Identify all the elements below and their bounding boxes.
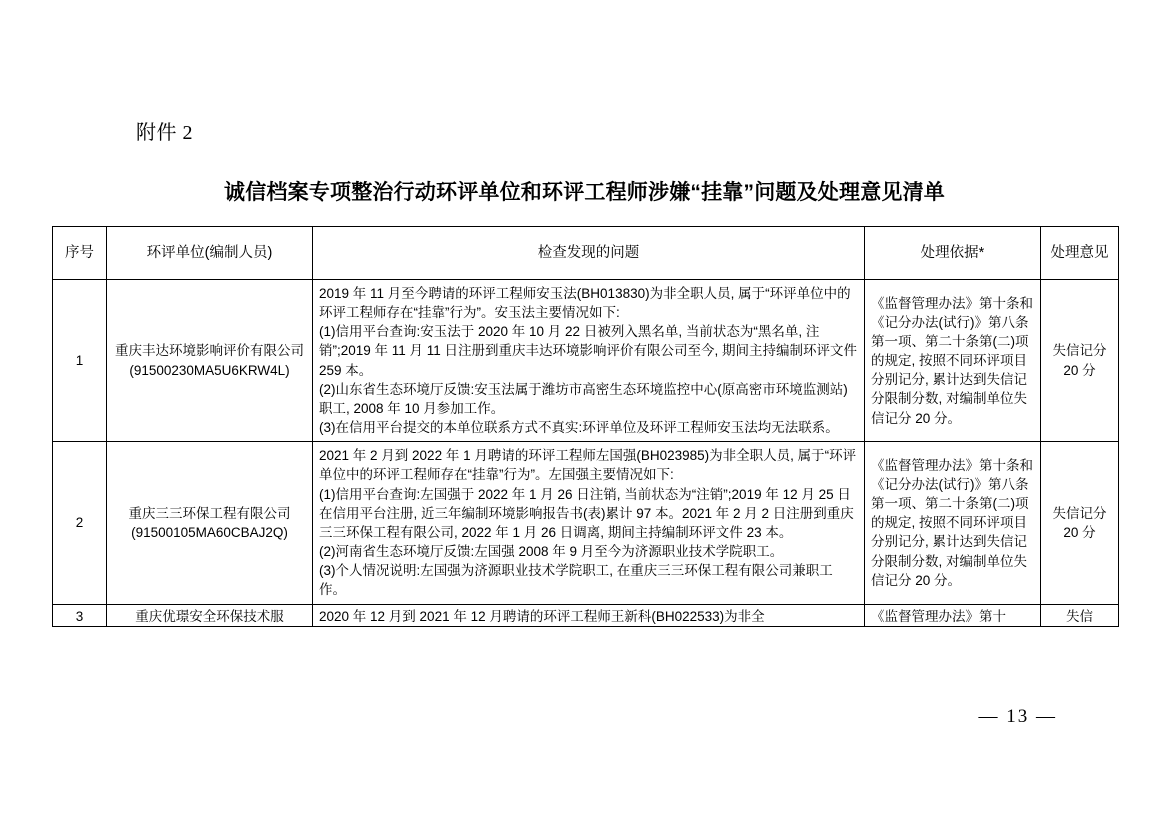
header-problem: 检查发现的问题: [313, 227, 865, 280]
unit-name: 重庆三三环保工程有限公司: [128, 505, 291, 521]
cell-basis: 《监督管理办法》第十: [865, 604, 1041, 626]
unit-code: (91500105MA60CBAJ2Q): [131, 524, 288, 540]
cell-basis: 《监督管理办法》第十条和《记分办法(试行)》第八条第一项、第二十条第(二)项的规定, 按照不同环评项目分别记分, 累计达到失信记分限制分数, 对编制单位失信记分 20 分。: [865, 280, 1041, 442]
cell-opinion: 失信记分 20 分: [1041, 280, 1119, 442]
table-row: [53, 442, 1119, 604]
problem-paragraph: (1)信用平台查询:安玉法于 2020 年 10 月 22 日被列入黑名单, 当前状态为“黑名单, 注销”;2019 年 11 月 11 日注册到重庆丰达环境影响评价有限公司至今, 期间主持编制环评文件 259 本。: [319, 324, 858, 378]
cell-no: 3: [53, 604, 107, 626]
cell-no: 1: [53, 280, 107, 442]
cell-unit: 重庆优璟安全环保技术服: [107, 604, 313, 626]
cell-opinion: 失信: [1041, 604, 1119, 626]
header-unit: 环评单位(编制人员): [107, 227, 313, 280]
cell-basis: 《监督管理办法》第十条和《记分办法(试行)》第八条第一项、第二十条第(二)项的规定, 按照不同环评项目分别记分, 累计达到失信记分限制分数, 对编制单位失信记分 20 分。: [865, 442, 1041, 604]
problem-paragraph: (2)山东省生态环境厅反馈:安玉法属于潍坊市高密生态环境监控中心(原高密市环境监测站)职工, 2008 年 10 月参加工作。: [319, 381, 848, 416]
cell-opinion: 失信记分 20 分: [1041, 442, 1119, 604]
cell-no: 2: [53, 442, 107, 604]
cell-unit: [107, 442, 313, 604]
table-header-row: [53, 227, 1119, 280]
table-row: [53, 604, 1119, 626]
problem-paragraph: (2)河南省生态环境厅反馈:左国强 2008 年 9 月至今为济源职业技术学院职工。: [319, 544, 784, 560]
header-no: 序号: [53, 227, 107, 280]
cell-problem: [313, 280, 865, 442]
problem-paragraph: (3)个人情况说明:左国强为济源职业技术学院职工, 在重庆三三环保工程有限公司兼职工作。: [319, 563, 833, 598]
cell-problem: 2020 年 12 月到 2021 年 12 月聘请的环评工程师王新科(BH022533)为非全: [313, 604, 865, 626]
cell-unit: [107, 280, 313, 442]
problem-paragraph: (3)在信用平台提交的本单位联系方式不真实:环评单位及环评工程师安玉法均无法联系。: [319, 420, 839, 436]
problem-paragraph: (1)信用平台查询:左国强于 2022 年 1 月 26 日注销, 当前状态为“注销”;2019 年 12 月 25 日在信用平台注册, 近三年编制环境影响报告书(表)累计 97 本。2021 年 2 月 2 日注册到重庆三三环保工程有限公司, 2022 年 1 月 26 日调离, 期间主持编制环评文件 23 本。: [319, 486, 854, 540]
problem-paragraph: 2021 年 2 月到 2022 年 1 月聘请的环评工程师左国强(BH023985)为非全职人员, 属于“环评单位中的环评工程师存在“挂靠”行为”。左国强主要情况如下:: [319, 448, 857, 483]
cell-problem: [313, 442, 865, 604]
page-title: 诚信档案专项整治行动环评单位和环评工程师涉嫌“挂靠”问题及处理意见清单: [224, 181, 945, 204]
attachment-label: 附件 2: [136, 122, 193, 144]
header-basis: 处理依据*: [865, 227, 1041, 280]
table-row: [53, 280, 1119, 442]
unit-code: (91500230MA5U6KRW4L): [129, 362, 290, 378]
problem-paragraph: 2019 年 11 月至今聘请的环评工程师安玉法(BH013830)为非全职人员, 属于“环评单位中的环评工程师存在“挂靠”行为”。安玉法主要情况如下:: [319, 286, 851, 321]
header-opinion: 处理意见: [1041, 227, 1119, 280]
unit-name: 重庆丰达环境影响评价有限公司: [115, 343, 304, 359]
issues-table: [52, 226, 1119, 627]
page-number: — 13 —: [978, 706, 1057, 727]
